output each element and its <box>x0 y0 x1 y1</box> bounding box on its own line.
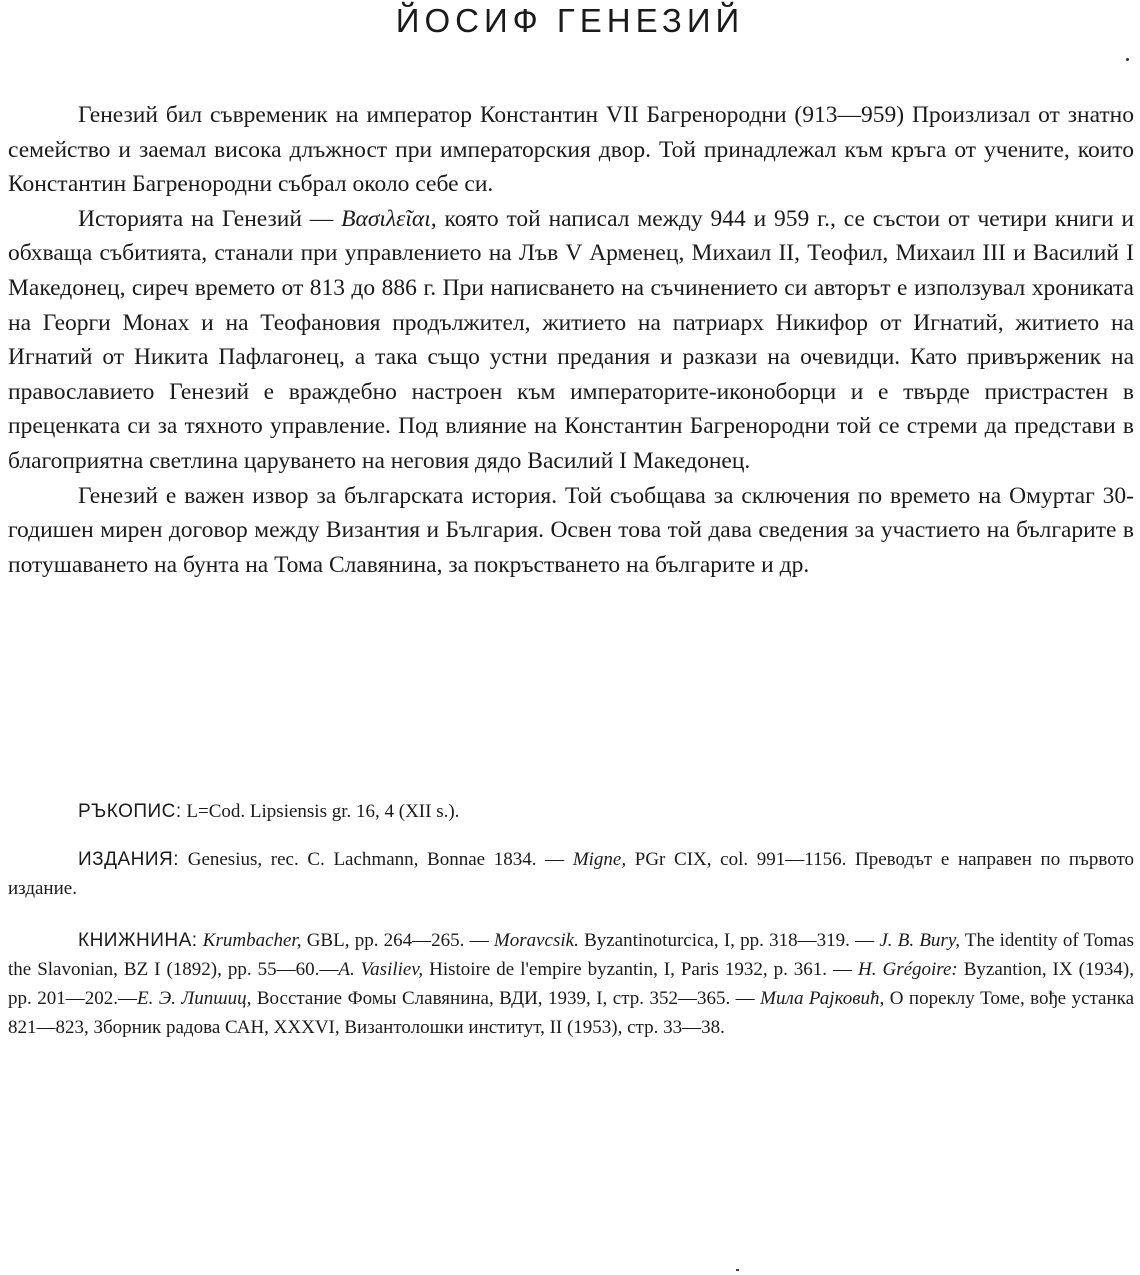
literature-text-7: О пореклу Томе, вође устанка 821—823, Зборник радова САН, XXXVI, Византолошки институт, II (1953), стр. 33—38. <box>8 988 1135 1038</box>
editions-label: ИЗДАНИЯ: <box>78 849 180 870</box>
literature-text-6: Восстание Фомы Славянина, ВДИ, 1939, I, стр. 352—365. — <box>251 988 761 1009</box>
paragraph-2 <box>8 202 1134 479</box>
greek-title: Βασιλεῖαι, <box>341 205 437 232</box>
literature-note <box>8 926 1134 1042</box>
literature-text-1: GBL, pp. 264—265. — <box>301 930 494 951</box>
manuscript-text: L=Cod. Lipsiensis gr. 16, 4 (XII s.). <box>181 801 460 822</box>
editions-text-1: Genesius, rec. C. Lachmann, Bonnae 1834. — <box>179 849 573 870</box>
literature-author-2: Moravcsik. <box>493 930 579 951</box>
literature-author-3: J. B. Bury, <box>879 930 960 951</box>
editions-author-1: Migne, <box>572 849 627 870</box>
paragraph-2-start: Историята на Генезий — <box>78 205 342 232</box>
literature-author-7: Мила Рајковић, <box>760 988 885 1009</box>
literature-text-5: Byzantion, IX (1934), pp. 201—202.— <box>8 959 1134 1009</box>
speck-mark <box>1126 58 1129 61</box>
literature-author-5: H. Grégoire: <box>858 959 958 980</box>
literature-author-4: A. Vasiliev, <box>338 959 424 980</box>
literature-label: КНИЖНИНА: <box>78 930 198 951</box>
page-mark <box>736 1269 739 1271</box>
editions-note <box>8 845 1134 903</box>
literature-author-1: Krumbacher, <box>202 930 302 951</box>
editions-text-2: PGr CIX, col. 991—1156. Преводът е направен по първото издание. <box>8 849 1134 899</box>
literature-text-2: Byzantinoturcica, I, pp. 318—319. — <box>578 930 880 951</box>
page-title: ЙОСИФ ГЕНЕЗИЙ <box>395 2 745 39</box>
main-text <box>8 98 1134 582</box>
manuscript-label: РЪКОПИС: <box>78 801 182 822</box>
paragraph-3: Генезий е важен извор за българската история. Той съобщава за сключения по времето на Омуртаг 30-годишен мирен договор между Византия и България. Освен това той дава сведения за участието на българите в потушаването на бунта на Тома Славянина, за покръстването на българите и др. <box>8 482 1134 578</box>
manuscript-note <box>8 797 1134 826</box>
paragraph-1: Генезий бил съвременик на император Константин VII Багренородни (913—959) Произлизал от знатно семейство и заемал висока длъжност при императорския двор. Той принадлежал към кръга от учените, които Константин Багренородни събрал около себе си. <box>8 102 1134 198</box>
literature-text-3: The identity of Tomas the Slavonian, BZ I (1892), pp. 55—60.— <box>8 930 1134 980</box>
paragraph-2-rest: която той написал между 944 и 959 г., се състои от четири книги и обхваща събитията, станали при управлението на Лъв V Арменец, Михаил II, Теофил, Михаил III и Василий I Македонец, сиреч времето от 813 до 886 г. При написването на съчинението си авторът е използувал хрониката на Георги Монах и на Теофановия продължител, житието на патриарх Никифор от Игнатий, житието на Игнатий от Никита Пафлагонец, а така също устни предания и разкази на очевидци. Като привърженик на православието Генезий е враждебно настроен към императорите-иконоборци и е твърде пристрастен в преценката си за тяхното управление. Под влияние на Константин Багренородни той се стреми да представи в благоприятна светлина царуването на неговия дядо Василий I Македонец. <box>8 205 1134 474</box>
literature-author-6: Е. Э. Липшиц, <box>136 988 252 1009</box>
literature-text-4: Histoire de l'empire byzantin, I, Paris 1932, p. 361. — <box>423 959 859 980</box>
